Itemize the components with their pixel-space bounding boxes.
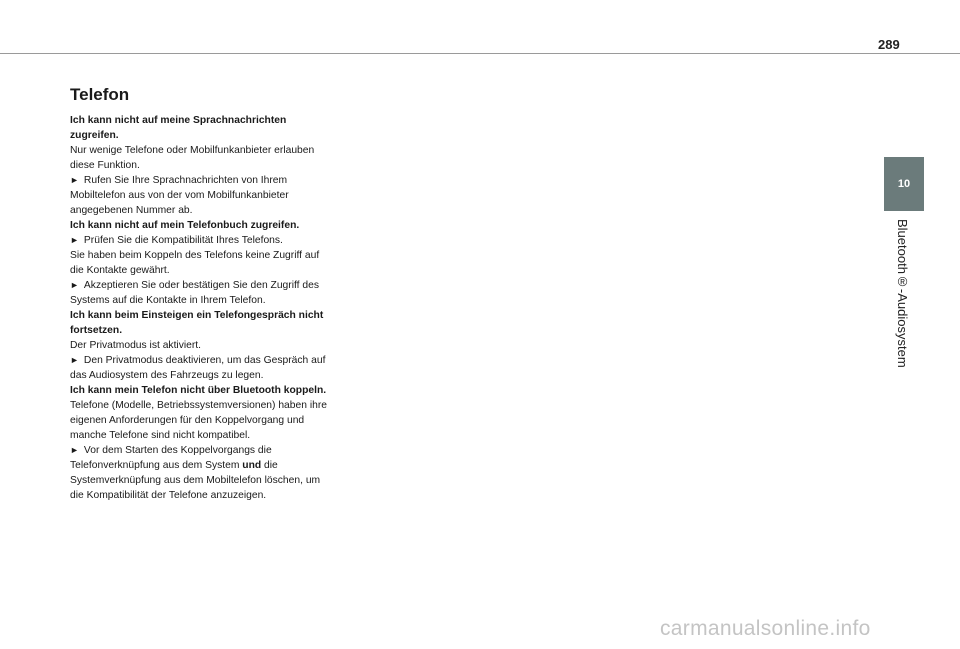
page-number: 289 (878, 37, 900, 52)
answer-text: Sie haben beim Koppeln des Telefons keine Zugriff auf die Kontakte gewährt. (70, 250, 320, 276)
step-text: Rufen Sie Ihre Sprachnachrichten von Ihrem Mobiltelefon aus von der vom Mobilfunkanbieter angegebenen Nummer ab. (70, 175, 289, 216)
arrow-icon: ► (70, 175, 79, 185)
question-voicemail: Ich kann nicht auf meine Sprachnachrichten zugreifen. (70, 115, 287, 141)
step-text: Vor dem Starten des Koppelvorgangs die Telefonverknüpfung aus dem System (70, 445, 272, 471)
instruction-step (70, 353, 330, 383)
arrow-icon: ► (70, 355, 79, 365)
header-rule (0, 53, 960, 54)
step-emphasis: und (242, 460, 262, 471)
content-column (70, 84, 330, 503)
step-text: die Systemverknüpfung aus dem Mobiltelefon löschen, um die Kompatibilität der Telefone anzuzeigen. (70, 460, 321, 501)
step-text: Akzeptieren Sie oder bestätigen Sie den Zugriff des Systems auf die Kontakte in Ihrem Telefon. (70, 280, 319, 306)
arrow-icon: ► (70, 445, 79, 455)
step-text: Den Privatmodus deaktivieren, um das Gespräch auf das Audiosystem des Fahrzeugs zu legen. (70, 355, 326, 381)
question-call-continue: Ich kann beim Einsteigen ein Telefongespräch nicht fortsetzen. (70, 310, 324, 336)
answer-text: Telefone (Modelle, Betriebssystemversionen) haben ihre eigenen Anforderungen für den Koppelvorgang und manche Telefone sind nicht kompatibel. (70, 400, 327, 441)
watermark: carmanualsonline.info (660, 617, 871, 640)
chapter-tab[interactable] (884, 157, 924, 211)
instruction-step (70, 443, 330, 503)
answer-text: Nur wenige Telefone oder Mobilfunkanbieter erlauben diese Funktion. (70, 145, 315, 171)
instruction-step (70, 278, 330, 308)
instruction-step (70, 233, 330, 248)
step-text: Prüfen Sie die Kompatibilität Ihres Telefons. (83, 235, 283, 246)
section-title: Telefon (70, 85, 130, 104)
question-bluetooth-pairing: Ich kann mein Telefon nicht über Bluetooth koppeln. (70, 385, 327, 396)
arrow-icon: ► (70, 235, 79, 245)
instruction-step (70, 173, 330, 218)
answer-text: Der Privatmodus ist aktiviert. (70, 340, 202, 351)
arrow-icon: ► (70, 280, 79, 290)
chapter-title: Bluetooth®-Audiosystem (895, 219, 910, 368)
question-phonebook: Ich kann nicht auf mein Telefonbuch zugreifen. (70, 220, 300, 231)
chapter-number: 10 (897, 178, 911, 190)
